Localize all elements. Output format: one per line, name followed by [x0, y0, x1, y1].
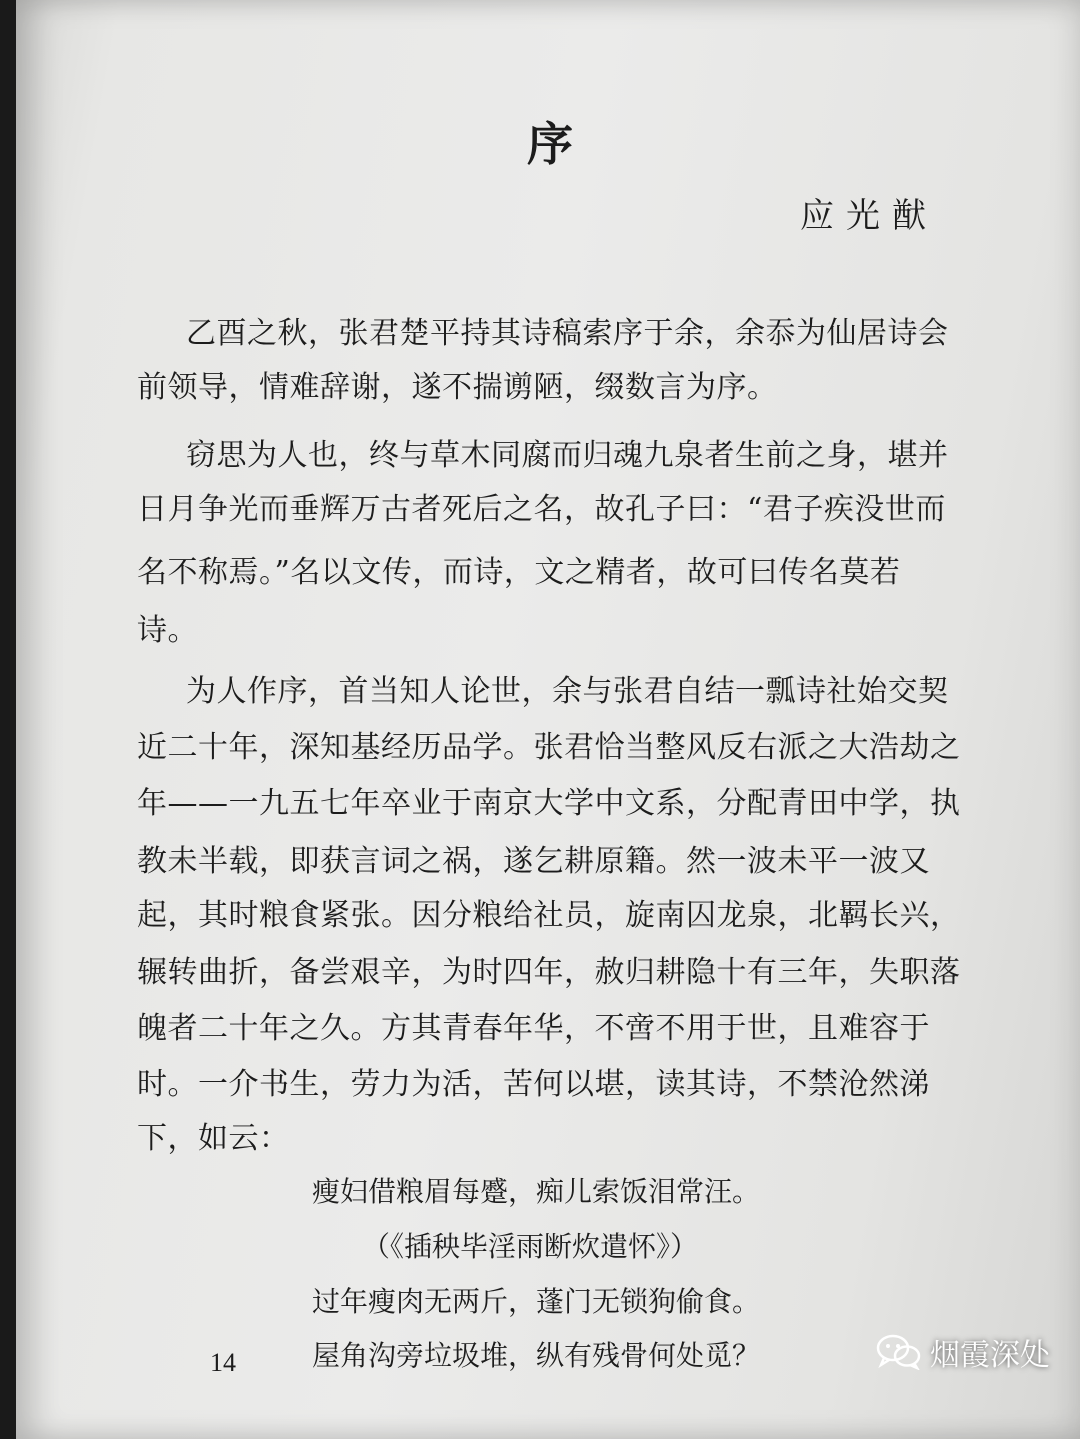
poem-line: 瘦妇借粮眉每蹙，痴儿索饭泪常汪。: [312, 1175, 761, 1208]
wechat-icon: [876, 1334, 922, 1370]
paragraph-line: 诗。: [137, 613, 198, 648]
paragraph-line: 年——一九五七年卒业于南京大学中文系，分配青田中学，执: [137, 786, 961, 821]
author-name: 应光猷: [800, 196, 938, 236]
watermark: [876, 1330, 1050, 1374]
paragraph-line: 起，其时粮食紧张。因分粮给社员，旋南囚龙泉，北羁长兴，: [137, 898, 961, 933]
paragraph-line: 为人作序，首当知人论世，余与张君自结一瓢诗社始交契: [186, 674, 949, 709]
paragraph-line: 时。一介书生，劳力为活，苦何以堪，读其诗，不禁沧然涕: [137, 1067, 930, 1102]
paragraph-line: 前领导，情难辞谢，遂不揣谫陋，缀数言为序。: [137, 370, 778, 405]
paragraph-line: 魄者二十年之久。方其青春年华，不啻不用于世，且难容于: [137, 1011, 930, 1046]
paragraph-line: 下，如云：: [137, 1121, 290, 1156]
paragraph-line: 日月争光而垂辉万古者死后之名，故孔子曰：“君子疾没世而: [137, 492, 946, 527]
page-title: 序: [527, 117, 573, 171]
paragraph-line: 近二十年，深知基经历品学。张君恰当整风反右派之大浩劫之: [137, 730, 961, 765]
poem-line: 屋角沟旁垃圾堆，纵有残骨何处觅？: [312, 1339, 761, 1372]
paragraph-line: 乙酉之秋，张君楚平持其诗稿索序于余，余忝为仙居诗会: [186, 316, 949, 351]
paragraph-line: 教未半载，即获言词之祸，遂乞耕原籍。然一波未平一波又: [137, 844, 930, 879]
page-number: 14: [210, 1348, 236, 1377]
paragraph-line: 辗转曲折，备尝艰辛，为时四年，赦归耕隐十有三年，失职落: [137, 955, 961, 990]
paragraph-line: 窃思为人也，终与草木同腐而归魂九泉者生前之身，堪并: [186, 438, 949, 473]
paragraph-line: 名不称焉。”名以文传，而诗，文之精者，故可曰传名莫若: [137, 555, 901, 590]
poem-line: 过年瘦肉无两斤，蓬门无锁狗偷食。: [312, 1285, 761, 1318]
poem-source: （《插秧毕淫雨断炊遣怀》）: [362, 1230, 699, 1263]
watermark-text: 烟霞深处: [930, 1338, 1050, 1373]
